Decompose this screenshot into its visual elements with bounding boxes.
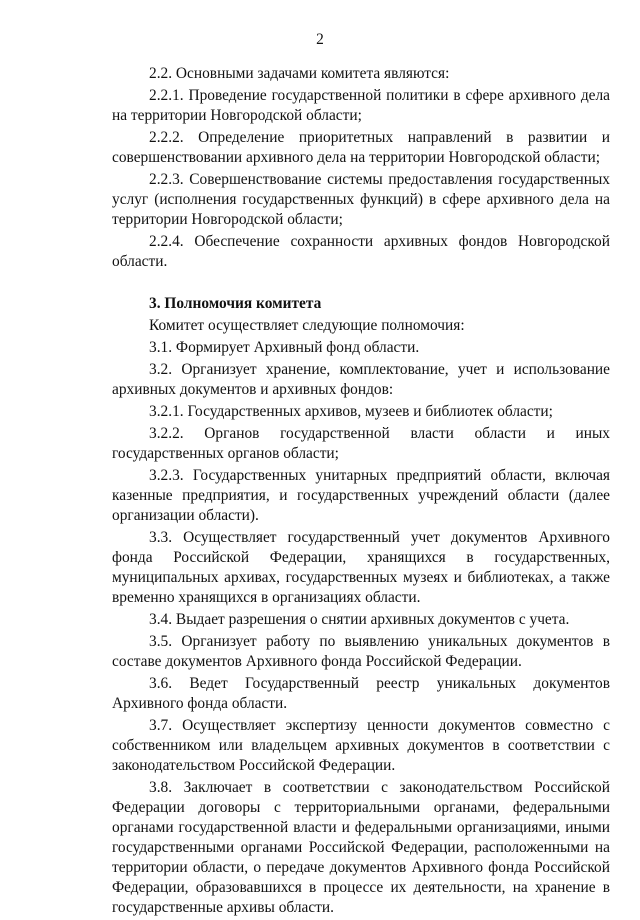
paragraph: 2.2.3. Совершенствование системы предоставления государственных услуг (исполнения государственных функций) в сфере архивного дела на территории Новгородской области;	[112, 171, 610, 228]
paragraph: 2.2.1. Проведение государственной политики в сфере архивного дела на территории Новгородской области;	[112, 87, 610, 124]
paragraph: 2.2.2. Определение приоритетных направлений в развитии и совершенствовании архивного дела на территории Новгородской области;	[112, 129, 610, 166]
paragraph: 3.6. Ведет Государственный реестр уникальных документов Архивного фонда области.	[112, 675, 610, 712]
paragraph: 3.7. Осуществляет экспертизу ценности документов совместно с собственником или владельцем архивных документов в соответствии с законодательством Российской Федерации.	[112, 717, 610, 774]
paragraph: 3.1. Формирует Архивный фонд области.	[149, 339, 420, 356]
paragraph: 3.8. Заключает в соответствии с законодательством Российской Федерации договоры с территориальными органами, федеральными органами государственной власти и федеральными организациями, иными государственными органами Российской Федерации, расположенными на территории области, о передаче документов Архивного фонда Российской Федерации, образовавшихся в процессе их деятельности, на хранение в государственные архивы области.	[112, 779, 610, 916]
paragraph: 2.2.4. Обеспечение сохранности архивных фондов Новгородской области.	[112, 233, 610, 270]
paragraph: 3.5. Организует работу по выявлению уникальных документов в составе документов Архивного фонда Российской Федерации.	[112, 633, 610, 670]
page-number: 2	[316, 31, 324, 48]
document-body	[112, 64, 610, 920]
paragraph: 3.4. Выдает разрешения о снятии архивных документов с учета.	[149, 611, 570, 628]
paragraph: 3.2. Организует хранение, комплектование, учет и использование архивных документов и архивных фондов:	[112, 361, 610, 398]
paragraph: 3.2.3. Государственных унитарных предприятий области, включая казенные предприятия, и государственных учреждений области (далее организации области).	[112, 467, 610, 524]
paragraph: 3.2.2. Органов государственной власти области и иных государственных органов области;	[112, 425, 610, 462]
paragraph: 3.2.1. Государственных архивов, музеев и библиотек области;	[149, 403, 553, 420]
paragraph: 3.3. Осуществляет государственный учет документов Архивного фонда Российской Федерации, хранящихся в государственных, муниципальных архивах, государственных музеях и библиотеках, а также временно хранящихся в организациях области.	[112, 529, 610, 606]
paragraph: Комитет осуществляет следующие полномочия:	[149, 317, 465, 334]
section-heading: 3. Полномочия комитета	[149, 295, 322, 312]
paragraph: 2.2. Основными задачами комитета являются:	[149, 65, 450, 82]
